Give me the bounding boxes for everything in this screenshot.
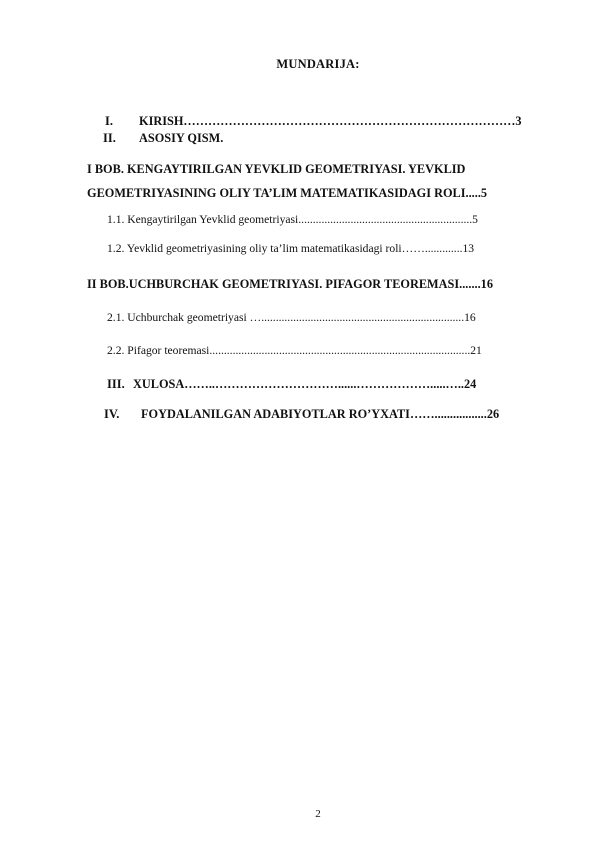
toc-numeral: IV. (104, 407, 120, 421)
toc-entry-text: KIRISH………………………………………………………………………3 (139, 114, 522, 128)
toc-chapter-2: II BOB.UCHBURCHAK GEOMETRIYASI. PIFAGOR TEOREMASI.......16 (87, 277, 493, 291)
toc-entry-text: ASOSIY QISM. (139, 131, 224, 145)
page-number: 2 (315, 808, 321, 820)
toc-chapter-1-line-1: I BOB. KENGAYTIRILGAN YEVKLID GEOMETRIYASI. YEVKLID (87, 162, 466, 176)
toc-numeral: I. (105, 114, 113, 128)
toc-section-2-1: 2.1. Uchburchak geometriyasi …......................................................................16 (107, 311, 476, 324)
toc-numeral: III. (107, 377, 125, 391)
page-title: MUNDARIJA: (276, 57, 360, 71)
toc-section-1-1: 1.1. Kengaytirilgan Yevklid geometriyasi............................................................5 (107, 213, 478, 226)
toc-numeral: II. (103, 131, 116, 145)
toc-section-2-2: 2.2. Pifagor teoremasi..........................................................................................21 (107, 344, 482, 357)
toc-section-1-2: 1.2. Yevklid geometriyasining oliy ta’lim matematikasidagi roli…….............13 (107, 242, 475, 255)
toc-chapter-1-line-2: GEOMETRIYASINING OLIY TA’LIM MATEMATIKASIDAGI ROLI.....5 (87, 186, 488, 200)
toc-entry-text: FOYDALANILGAN ADABIYOTLAR RO’YXATI…….................26 (141, 407, 500, 421)
toc-entry-text: XULOSA……..…………………………......……………….....…..24 (133, 377, 477, 391)
